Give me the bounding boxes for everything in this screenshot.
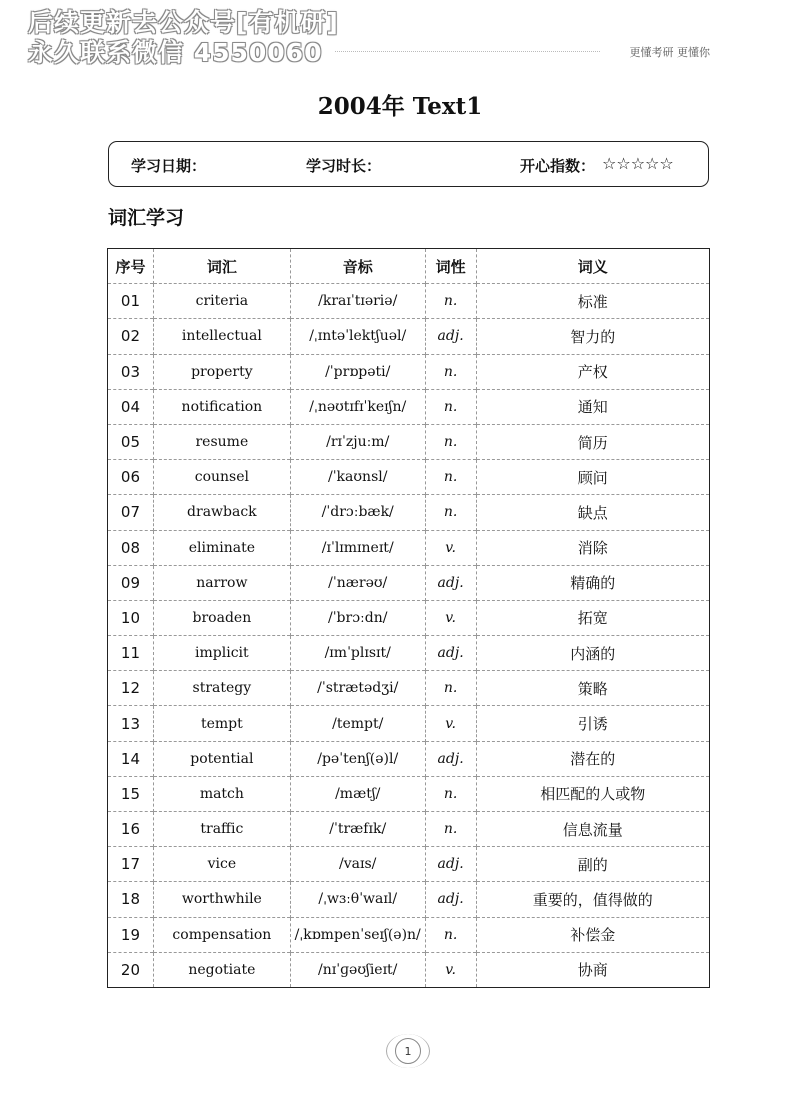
study-duration-label: 学习时长： (306, 157, 382, 175)
table-row (108, 741, 710, 776)
happiness-stars: ☆☆☆☆☆ (602, 154, 674, 173)
row-index: 01 (108, 284, 154, 319)
row-meaning: 相匹配的人或物 (476, 776, 709, 811)
row-phonetic: /nɪˈɡəʊʃieɪt/ (290, 952, 425, 987)
row-meaning: 简历 (476, 424, 709, 459)
row-word: implicit (153, 636, 290, 671)
row-meaning: 副的 (476, 847, 709, 882)
row-word: eliminate (153, 530, 290, 565)
table-row (108, 460, 710, 495)
row-part-of-speech: n. (425, 284, 476, 319)
happiness-index-label: 开心指数： (520, 157, 596, 175)
row-phonetic: /ˈbrɔːdn/ (290, 600, 425, 635)
row-word: property (153, 354, 290, 389)
row-part-of-speech: n. (425, 812, 476, 847)
row-word: criteria (153, 284, 290, 319)
row-meaning: 引诱 (476, 706, 709, 741)
row-phonetic: /tempt/ (290, 706, 425, 741)
table-row (108, 776, 710, 811)
table-row (108, 882, 710, 917)
row-meaning: 协商 (476, 952, 709, 987)
row-index: 06 (108, 460, 154, 495)
row-phonetic: /ˌkɒmpenˈseɪʃ(ə)n/ (290, 917, 425, 952)
row-part-of-speech: n. (425, 495, 476, 530)
row-part-of-speech: n. (425, 389, 476, 424)
row-index: 09 (108, 565, 154, 600)
table-row (108, 389, 710, 424)
table-row (108, 706, 710, 741)
row-meaning: 补偿金 (476, 917, 709, 952)
row-word: compensation (153, 917, 290, 952)
table-row (108, 917, 710, 952)
row-word: strategy (153, 671, 290, 706)
row-part-of-speech: n. (425, 424, 476, 459)
row-index: 14 (108, 741, 154, 776)
row-part-of-speech: v. (425, 952, 476, 987)
row-part-of-speech: n. (425, 354, 476, 389)
row-meaning: 通知 (476, 389, 709, 424)
row-word: notification (153, 389, 290, 424)
row-index: 15 (108, 776, 154, 811)
row-part-of-speech: adj. (425, 882, 476, 917)
table-row (108, 671, 710, 706)
row-phonetic: /mætʃ/ (290, 776, 425, 811)
row-part-of-speech: adj. (425, 847, 476, 882)
header-phonetic: 音标 (290, 249, 425, 284)
row-phonetic: /ˌnəʊtɪfɪˈkeɪʃn/ (290, 389, 425, 424)
table-row (108, 354, 710, 389)
row-phonetic: /ˌwɜːθˈwaɪl/ (290, 882, 425, 917)
row-phonetic: /ˌɪntəˈlektʃuəl/ (290, 319, 425, 354)
row-index: 04 (108, 389, 154, 424)
table-row (108, 284, 710, 319)
row-part-of-speech: adj. (425, 319, 476, 354)
row-part-of-speech: adj. (425, 636, 476, 671)
row-phonetic: /ˈstrætədʒi/ (290, 671, 425, 706)
header-meaning: 词义 (476, 249, 709, 284)
page-number: 1 (395, 1038, 421, 1064)
row-meaning: 内涵的 (476, 636, 709, 671)
table-row (108, 847, 710, 882)
row-meaning: 产权 (476, 354, 709, 389)
table-row (108, 565, 710, 600)
row-part-of-speech: n. (425, 460, 476, 495)
row-phonetic: /vaɪs/ (290, 847, 425, 882)
row-index: 20 (108, 952, 154, 987)
table-row (108, 636, 710, 671)
row-phonetic: /ˈdrɔːbæk/ (290, 495, 425, 530)
table-row (108, 319, 710, 354)
row-index: 03 (108, 354, 154, 389)
header-slogan: 更懂考研 更懂你 (629, 46, 710, 59)
watermark (28, 8, 339, 68)
header-word: 词汇 (153, 249, 290, 284)
table-row (108, 600, 710, 635)
row-part-of-speech: adj. (425, 565, 476, 600)
row-word: vice (153, 847, 290, 882)
watermark-line-2: 永久联系微信 4550060 (28, 38, 323, 67)
row-meaning: 信息流量 (476, 812, 709, 847)
row-meaning: 策略 (476, 671, 709, 706)
row-word: narrow (153, 565, 290, 600)
study-info-box (108, 141, 709, 187)
table-row (108, 530, 710, 565)
row-phonetic: /rɪˈzjuːm/ (290, 424, 425, 459)
row-phonetic: /ˈtræfɪk/ (290, 812, 425, 847)
row-index: 05 (108, 424, 154, 459)
row-phonetic: /ˈnærəʊ/ (290, 565, 425, 600)
vocabulary-table (107, 248, 710, 988)
row-word: tempt (153, 706, 290, 741)
table-row (108, 952, 710, 987)
row-part-of-speech: n. (425, 671, 476, 706)
table-row (108, 812, 710, 847)
row-index: 19 (108, 917, 154, 952)
row-word: negotiate (153, 952, 290, 987)
row-index: 12 (108, 671, 154, 706)
row-index: 08 (108, 530, 154, 565)
row-part-of-speech: v. (425, 600, 476, 635)
study-date-label: 学习日期： (131, 157, 207, 175)
row-index: 10 (108, 600, 154, 635)
row-phonetic: /ˈprɒpəti/ (290, 354, 425, 389)
row-word: traffic (153, 812, 290, 847)
header-index: 序号 (115, 257, 146, 276)
row-word: worthwhile (153, 882, 290, 917)
row-index: 16 (108, 812, 154, 847)
row-phonetic: /ɪˈlɪmɪneɪt/ (290, 530, 425, 565)
row-word: resume (153, 424, 290, 459)
row-word: counsel (153, 460, 290, 495)
header-rule (335, 51, 600, 52)
header-part-of-speech: 词性 (425, 249, 476, 284)
row-word: match (153, 776, 290, 811)
row-meaning: 智力的 (476, 319, 709, 354)
row-index: 11 (108, 636, 154, 671)
row-meaning: 潜在的 (476, 741, 709, 776)
row-phonetic: /ˈkaʊnsl/ (290, 460, 425, 495)
row-word: broaden (153, 600, 290, 635)
row-meaning: 缺点 (476, 495, 709, 530)
watermark-line-1: 后续更新去公众号[有机研] (28, 8, 339, 37)
row-part-of-speech: adj. (425, 741, 476, 776)
row-meaning: 消除 (476, 530, 709, 565)
row-part-of-speech: v. (425, 530, 476, 565)
row-word: intellectual (153, 319, 290, 354)
row-meaning: 拓宽 (476, 600, 709, 635)
row-part-of-speech: n. (425, 917, 476, 952)
row-word: potential (153, 741, 290, 776)
row-index: 07 (108, 495, 154, 530)
table-row (108, 424, 710, 459)
row-part-of-speech: v. (425, 706, 476, 741)
row-meaning: 顾问 (476, 460, 709, 495)
row-meaning: 精确的 (476, 565, 709, 600)
section-title: 词汇学习 (108, 207, 185, 229)
table-row (108, 495, 710, 530)
row-meaning: 标准 (476, 284, 709, 319)
row-index: 17 (108, 847, 154, 882)
row-index: 13 (108, 706, 154, 741)
row-index: 18 (108, 882, 154, 917)
page-title: 2004年 Text1 (317, 93, 483, 120)
row-word: drawback (153, 495, 290, 530)
row-meaning: 重要的，值得做的 (476, 882, 709, 917)
row-phonetic: /pəˈtenʃ(ə)l/ (290, 741, 425, 776)
table-header-row (108, 249, 710, 284)
row-phonetic: /ɪmˈplɪsɪt/ (290, 636, 425, 671)
row-part-of-speech: n. (425, 776, 476, 811)
row-index: 02 (108, 319, 154, 354)
row-phonetic: /kraɪˈtɪəriə/ (290, 284, 425, 319)
